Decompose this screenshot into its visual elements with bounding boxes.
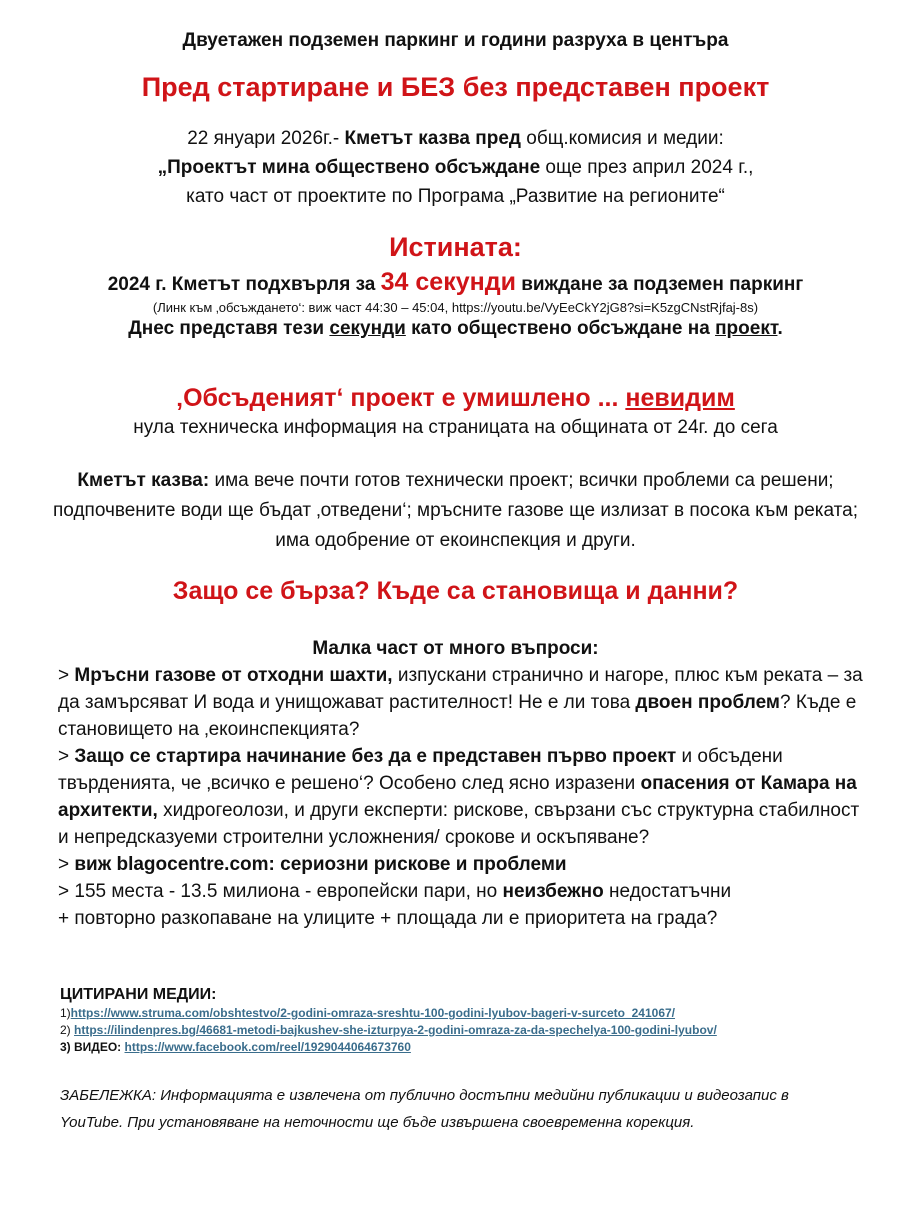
question-text: > 155 места - 13.5 милиона - европейски пари, но xyxy=(58,881,503,902)
media-item xyxy=(60,1039,717,1056)
media-prefix: 1) xyxy=(60,1006,71,1020)
question-item xyxy=(58,851,871,878)
question-item xyxy=(58,743,871,851)
media-link[interactable]: https://www.facebook.com/reel/1929044064673760 xyxy=(124,1040,411,1054)
intro-line-2 xyxy=(0,153,911,182)
intro-mayor-says: Кметът казва пред xyxy=(344,128,521,149)
truth-title: Истината: xyxy=(389,232,522,262)
intro-line-3: като част от проектите по Програма „Развитие на регионите“ xyxy=(186,186,725,207)
intro-quote-date: още през април 2024 г., xyxy=(540,157,754,178)
question-text: и обсъдени твърденията, че ‚всичко е решено‘? Особено след ясно изразени xyxy=(58,746,783,794)
invisible-title xyxy=(0,384,911,413)
truth-line-2 xyxy=(0,318,911,340)
question-item: + повторно разкопаване на улиците + площада ли е приоритета на града? xyxy=(58,908,718,929)
mayor-says-label: Кметът казва: xyxy=(77,470,210,491)
media-item xyxy=(60,1022,717,1039)
bullet-marker: > xyxy=(58,746,75,767)
intro-line-1 xyxy=(0,124,911,153)
question-bold: виж blagocentre.com: сериозни рискове и проблеми xyxy=(74,854,567,875)
truth2-text: Днес представя тези xyxy=(128,318,330,339)
media-prefix: 3) ВИДЕО: xyxy=(60,1040,125,1054)
media-prefix: 2) xyxy=(60,1023,75,1037)
invisible-subtitle: нула техническа информация на страницата на общината от 24г. до сега xyxy=(133,417,778,438)
mayor-says-text: има вече почти готов технически проект; всички проблеми са решени; подпочвените води ще бъдат ‚отведени‘; мръсните газове ще излизат в посока към реката; има одобрение от екоинспекция и други. xyxy=(53,470,858,551)
media-title: ЦИТИРАНИ МЕДИИ: xyxy=(60,986,217,1003)
truth-line-1 xyxy=(0,268,911,297)
question-text: изпускани странично и нагоре, плюс към реката – за да замърсяват И вода и унищожават растителност! Не е ли това xyxy=(58,665,863,713)
intro-block xyxy=(0,124,911,211)
disclaimer-note: ЗАБЕЛЕЖКА: Информацията е извлечена от публично достъпни медийни публикации и видеозапис в YouTube. При установяване на неточности ще бъде извършена своевременна корекция. xyxy=(60,1087,789,1131)
truth2-period: . xyxy=(777,318,783,339)
question-text: хидрогеолози, и други експерти: рискове, свързани със структурна стабилност и непредсказуеми строителни усложнения/ срокове и оскъпяване? xyxy=(58,800,860,848)
mayor-says-paragraph xyxy=(40,466,871,556)
invisible-word: невидим xyxy=(625,384,735,412)
truth2-text-mid: като обществено обсъждане на xyxy=(405,318,716,339)
questions-list xyxy=(58,662,871,932)
bullet-marker: > xyxy=(58,665,75,686)
truth-seconds: 34 секунди xyxy=(380,268,516,296)
question-bold: неизбежно xyxy=(502,881,604,902)
intro-quote: „Проектът мина обществено обсъждане xyxy=(157,157,541,178)
truth-text-end: виждане за подземен паркинг xyxy=(515,274,804,295)
media-item xyxy=(60,1005,717,1022)
question-bold: опасения от Камара на архитекти, xyxy=(58,773,857,821)
media-link[interactable]: https://www.struma.com/obshtestvo/2-godini-omraza-sreshtu-100-godini-lyubov-bageri-v-surceto_241067/ xyxy=(70,1006,676,1020)
question-bold: Защо се стартира начинание без да е представен първо проект xyxy=(74,746,677,767)
intro-date: 22 януари 2026г.- xyxy=(187,128,345,149)
why-title: Защо се бърза? Къде са становища и данни? xyxy=(172,577,739,605)
question-text: ? Къде е становището на ‚екоинспекцията? xyxy=(58,692,857,740)
questions-heading: Малка част от много въпроси: xyxy=(312,638,599,659)
invisible-title-text: ‚Обсъденият‘ проект е умишлено ... xyxy=(176,384,626,412)
question-text: недостатъчни xyxy=(603,881,732,902)
truth-link-note: (Линк към ‚обсъждането‘: виж част 44:30 – 45:04, https://youtu.be/VyEeCkY2jG8?si=K5zgCNstRjfaj-8s) xyxy=(152,300,759,315)
question-bold: Мръсни газове от отходни шахти, xyxy=(74,665,393,686)
media-link[interactable]: https://ilindenpres.bg/46681-metodi-bajkushev-she-izturpya-2-godini-omraza-za-da-spechelya-100-godini-lyubov/ xyxy=(74,1023,717,1037)
intro-audience: общ.комисия и медии: xyxy=(520,128,724,149)
top-title: Двуетажен подземен паркинг и години разруха в центъра xyxy=(182,30,729,51)
main-title: Пред стартиране и БЕЗ без представен проект xyxy=(141,72,770,102)
bullet-marker: > xyxy=(58,854,75,875)
media-list xyxy=(60,1005,717,1056)
question-item xyxy=(58,662,871,743)
truth2-seconds: секунди xyxy=(329,318,406,339)
question-item xyxy=(58,878,871,905)
question-bold: двоен проблем xyxy=(635,692,780,713)
truth2-project: проект xyxy=(715,318,778,339)
truth-text: 2024 г. Кметът подхвърля за xyxy=(107,274,381,295)
